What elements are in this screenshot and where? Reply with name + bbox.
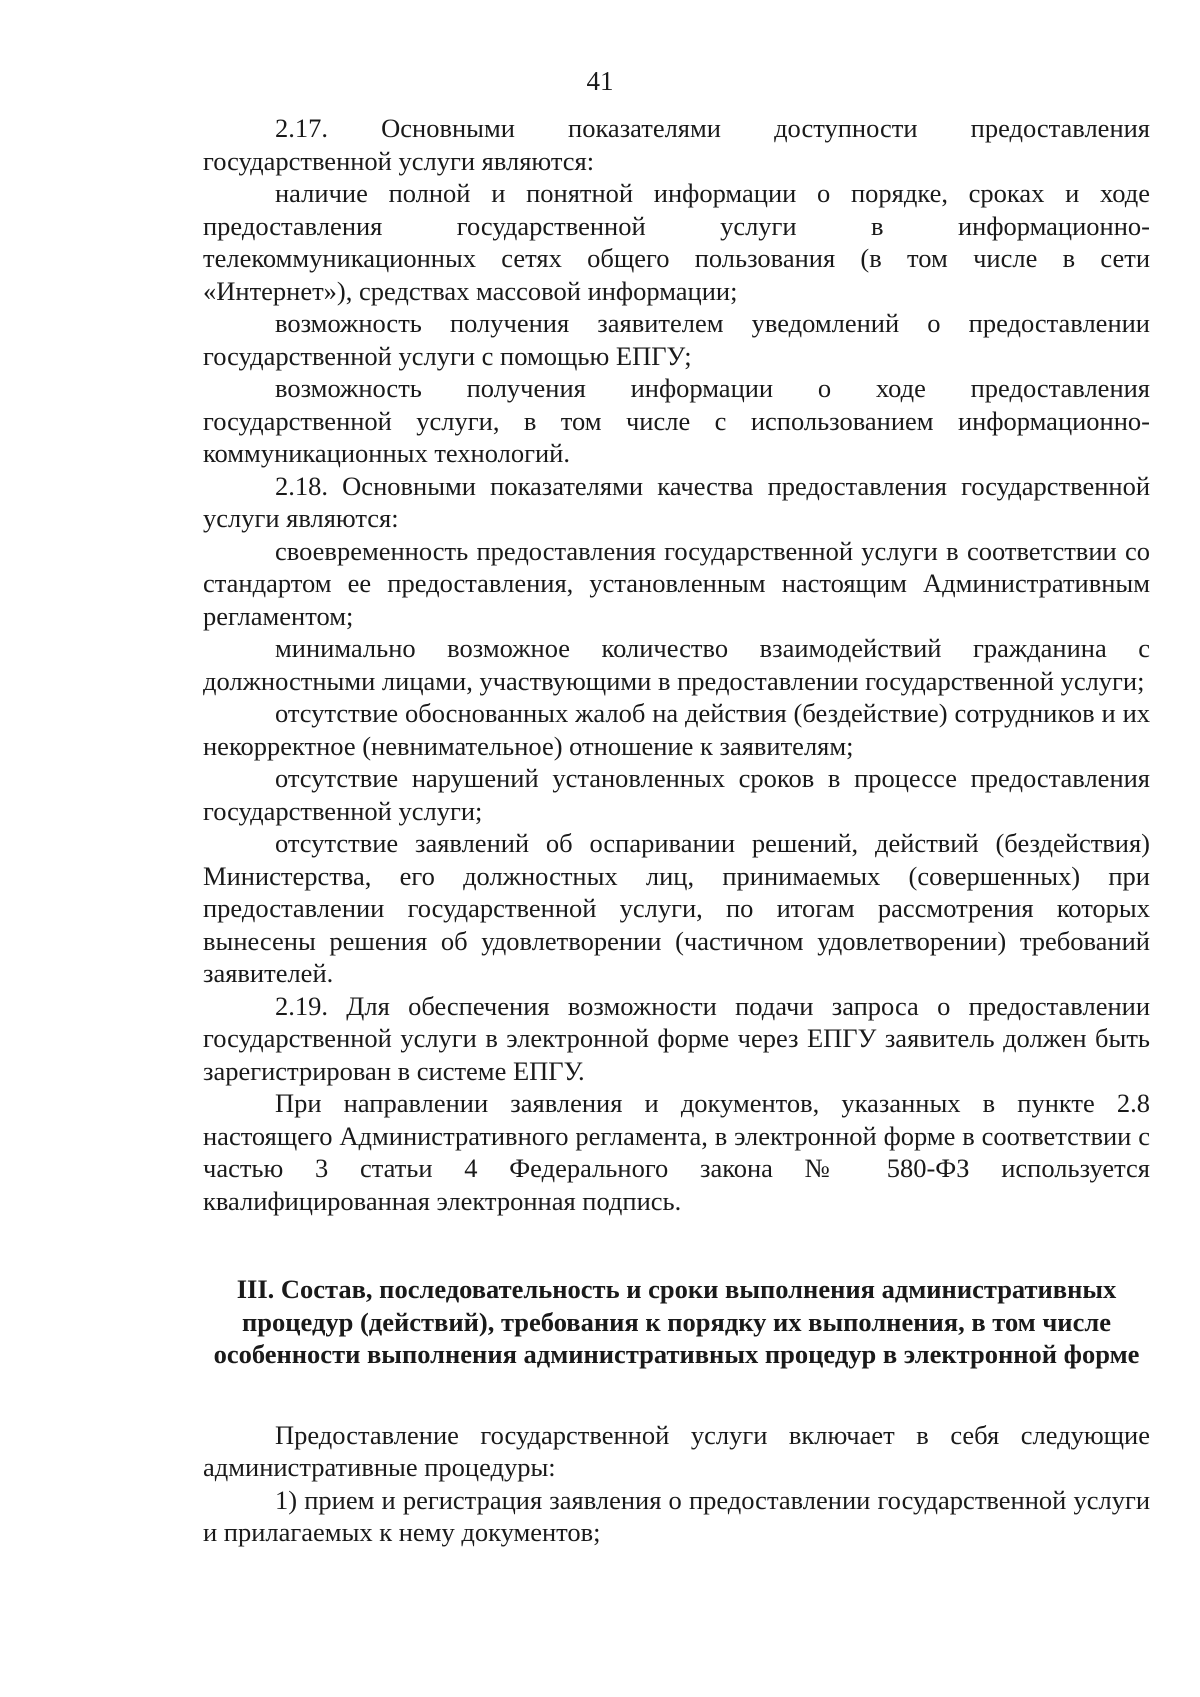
paragraph-procedures-intro: Предоставление государственной услуги включает в себя следующие административные процедуры: bbox=[203, 1419, 1150, 1482]
paragraph-progress-info: возможность получения информации о ходе предоставления государственной услуги, в том числе с использованием информационно-коммуникационных технологий. bbox=[203, 373, 1150, 468]
document-body bbox=[203, 112, 1150, 1549]
paragraph-procedure-1: 1) прием и регистрация заявления о предоставлении государственной услуги и прилагаемых к нему документов; bbox=[203, 1484, 1150, 1547]
paragraph-info-availability: наличие полной и понятной информации о порядке, сроках и ходе предоставления государственной услуги в информационно-телекоммуникационных сетях общего пользования (в том числе в сети «Интернет»), средствах массовой информации; bbox=[203, 178, 1150, 306]
paragraph-no-disputes: отсутствие заявлений об оспаривании решений, действий (бездействия) Министерства, его должностных лиц, принимаемых (совершенных) при предоставлении государственной услуги, по итогам рассмотрения которых вынесены решения об удовлетворении (частичном удовлетворении) требований заявителей. bbox=[203, 828, 1150, 988]
paragraph-2-18-intro: 2.18. Основными показателями качества предоставления государственной услуги являются: bbox=[203, 470, 1150, 533]
page-number: 41 bbox=[586, 66, 614, 96]
section-heading: III. Состав, последовательность и сроки выполнения административных процедур (действий), требования к порядку их выполнения, в том числе особенности выполнения административных процедур в электронной форме bbox=[213, 1274, 1140, 1369]
paragraph-2-17-intro: 2.17. Основными показателями доступности предоставления государственной услуги являются: bbox=[203, 113, 1150, 176]
paragraph-2-19-registration: 2.19. Для обеспечения возможности подачи запроса о предоставлении государственной услуги в электронной форме через ЕПГУ заявитель должен быть зарегистрирован в системе ЕПГУ. bbox=[203, 990, 1150, 1086]
paragraph-no-deadline-violations: отсутствие нарушений установленных сроков в процессе предоставления государственной услуги; bbox=[203, 763, 1150, 826]
paragraph-electronic-signature: При направлении заявления и документов, указанных в пункте 2.8 настоящего Административного регламента, в электронной форме в соответствии с частью 3 статьи 4 Федерального закона № 580-ФЗ используется квалифицированная электронная подпись. bbox=[203, 1088, 1150, 1216]
paragraph-minimal-interactions: минимально возможное количество взаимодействий гражданина с должностными лицами, участвующими в предоставлении государственной услуги; bbox=[203, 633, 1150, 696]
paragraph-timeliness: своевременность предоставления государственной услуги в соответствии со стандартом ее предоставления, установленным настоящим Административным регламентом; bbox=[203, 535, 1150, 631]
paragraph-notifications: возможность получения заявителем уведомлений о предоставлении государственной услуги с помощью ЕПГУ; bbox=[203, 308, 1150, 371]
paragraph-no-complaints: отсутствие обоснованных жалоб на действия (бездействие) сотрудников и их некорректное (невнимательное) отношение к заявителям; bbox=[203, 698, 1150, 761]
